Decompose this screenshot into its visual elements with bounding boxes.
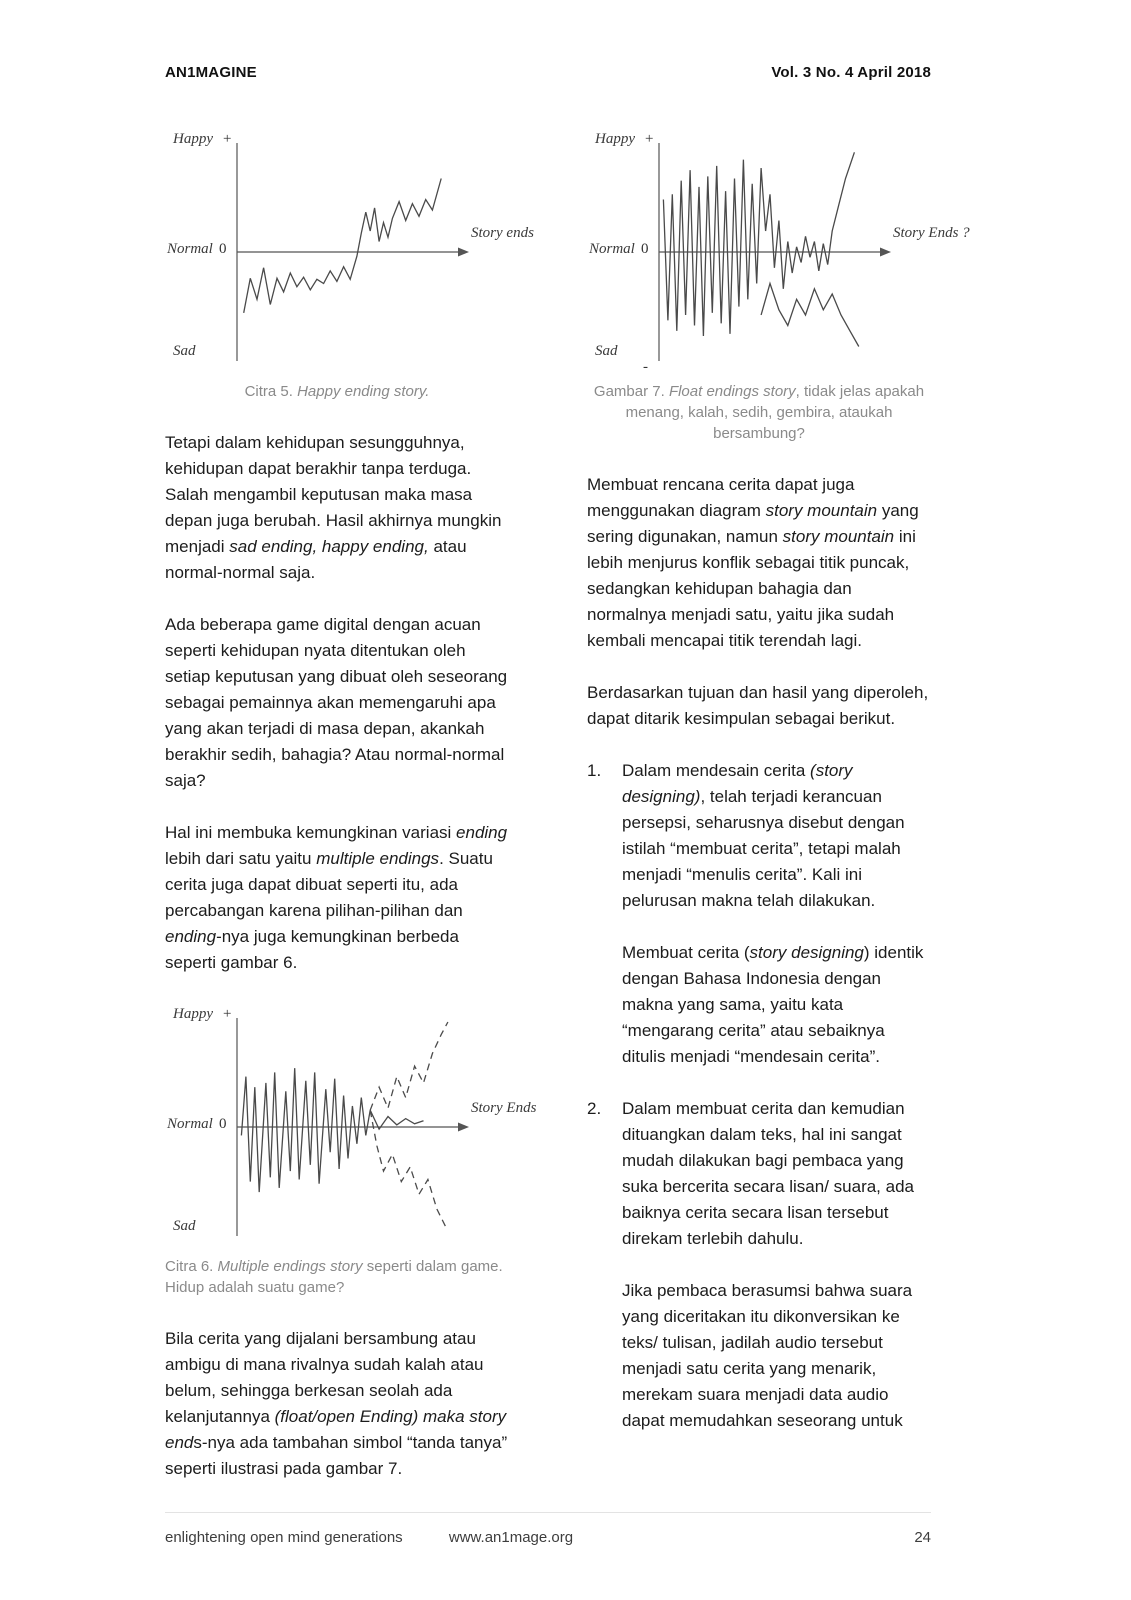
- list-item-content: [622, 758, 931, 1096]
- list-item-number: 1.: [587, 761, 602, 780]
- float-endings-line-chart: [587, 127, 931, 377]
- y-axis-label-happy: Happy: [595, 131, 635, 147]
- list-item-subtext: Membuat cerita (story designing) identik dengan Bahasa Indonesia dengan makna yang sama, yaitu kata “mengarang cerita” atau sebaiknya ditulis menjadi “mendesain cerita”.: [622, 943, 924, 1066]
- chart-gambar7-area: [587, 127, 970, 377]
- multiple-endings-line-chart: [165, 1002, 509, 1252]
- figure-citra6: [165, 1002, 537, 1298]
- plus-mark: +: [223, 1006, 232, 1022]
- paragraph: Tetapi dalam kehidupan sesungguhnya, kehidupan dapat berakhir tanpa terduga. Salah mengambil keputusan maka masa depan juga berubah. Hasil akhirnya mungkin menjadi sad ending, happy ending, atau normal-normal saja.: [165, 433, 502, 582]
- paragraph: Membuat rencana cerita dapat juga menggunakan diagram story mountain yang sering digunakan, namun story mountain ini lebih menjurus konflik sebagai titik puncak, sedangkan kehidupan bahagia dan normalnya menjadi satu, yaitu jika sudah kembali mencapai titik terendah lagi.: [587, 475, 919, 650]
- y-axis-label-normal: Normal: [167, 1116, 213, 1132]
- y-axis-label-sad: Sad: [595, 343, 618, 359]
- page-footer: [165, 1512, 931, 1546]
- two-column-layout: [165, 127, 970, 1508]
- paragraph: Bila cerita yang dijalani bersambung atau ambigu di mana rivalnya sudah kalah atau belum, sehingga berkesan seolah ada kelanjutannya (float/open Ending) maka story ends-nya ada tambahan simbol “tanda tanya” seperti ilustrasi pada gambar 7.: [165, 1329, 508, 1478]
- paragraph: Berdasarkan tujuan dan hasil yang diperoleh, dapat ditarik kesimpulan sebagai berikut.: [587, 683, 929, 728]
- plus-mark: +: [223, 131, 232, 147]
- figure-citra5-caption: Citra 5. Happy ending story.: [244, 383, 430, 400]
- footer-slogan: enlightening open mind generations: [165, 1529, 403, 1546]
- zero-mark: 0: [641, 241, 649, 257]
- issue-info: Vol. 3 No. 4 April 2018: [771, 64, 931, 81]
- list-item-text: Dalam membuat cerita dan kemudian dituangkan dalam teks, hal ini sangat mudah dilakukan bagi pembaca yang suka bercerita secara lisan/ suara, ada baiknya cerita secara lisan tersebut direkam terlebih dahulu.: [622, 1099, 914, 1248]
- y-axis-label-happy: Happy: [173, 1006, 213, 1022]
- magazine-title: AN1MAGINE: [165, 64, 257, 81]
- right-column: [587, 127, 970, 1508]
- page-header: [165, 64, 931, 81]
- zero-mark: 0: [219, 1116, 227, 1132]
- footer-url[interactable]: www.an1mage.org: [448, 1529, 574, 1546]
- paragraph: Ada beberapa game digital dengan acuan seperti kehidupan nyata ditentukan oleh setiap keputusan yang dibuat oleh seseorang sebagai pemainnya akan memengaruhi apa yang akan terjadi di masa depan, akankah berakhir sedih, bahagia? Atau normal-normal saja?: [165, 615, 508, 790]
- y-axis-label-normal: Normal: [589, 241, 635, 257]
- conclusions-list: [587, 758, 931, 1460]
- x-axis-label-story-ends: Story Ends: [471, 1100, 537, 1116]
- figure-gambar7-caption: Gambar 7. Float endings story, tidak jelas apakah menang, kalah, sedih, gembira, ataukah bersambung?: [593, 383, 925, 442]
- list-item-text: Dalam mendesain cerita (story designing), telah terjadi kerancuan persepsi, seharusnya disebut dengan istilah “membuat cerita”, tetapi malah menjadi “menulis cerita”. Kali ini pelurusan makna telah dilakukan.: [622, 761, 905, 910]
- paragraph: Hal ini membuka kemungkinan variasi ending lebih dari satu yaitu multiple endings. Suatu cerita juga dapat dibuat seperti itu, ada percabangan karena pilihan-pilihan dan ending-nya juga kemungkinan berbeda seperti gambar 6.: [165, 823, 508, 972]
- figure-gambar7: [587, 127, 970, 444]
- list-item-1: [587, 758, 931, 1096]
- chart-citra6-area: [165, 1002, 537, 1252]
- figure-citra6-caption: Citra 6. Multiple endings story seperti dalam game. Hidup adalah suatu game?: [165, 1258, 503, 1296]
- left-column: [165, 127, 537, 1508]
- list-item-number: 2.: [587, 1099, 602, 1118]
- happy-ending-line-chart: [165, 127, 509, 377]
- list-item-content: [622, 1096, 931, 1460]
- page-number: 24: [914, 1529, 931, 1546]
- x-axis-label-story-ends: Story Ends ?: [893, 225, 970, 241]
- figure-citra5: [165, 127, 534, 402]
- minus-mark: -: [643, 359, 648, 375]
- y-axis-label-sad: Sad: [173, 343, 196, 359]
- footer-left: [165, 1529, 573, 1546]
- x-axis-label-story-ends: Story ends: [471, 225, 534, 241]
- y-axis-label-normal: Normal: [167, 241, 213, 257]
- list-item-subtext: Jika pembaca berasumsi bahwa suara yang diceritakan itu dikonversikan ke teks/ tulisan, jadilah audio tersebut menjadi satu cerita yang menarik, merekam suara menjadi data audio dapat memudahkan seseorang untuk: [622, 1281, 913, 1430]
- y-axis-label-sad: Sad: [173, 1218, 196, 1234]
- plus-mark: +: [645, 131, 654, 147]
- y-axis-label-happy: Happy: [173, 131, 213, 147]
- zero-mark: 0: [219, 241, 227, 257]
- chart-citra5-area: [165, 127, 534, 377]
- list-item-2: [587, 1096, 931, 1460]
